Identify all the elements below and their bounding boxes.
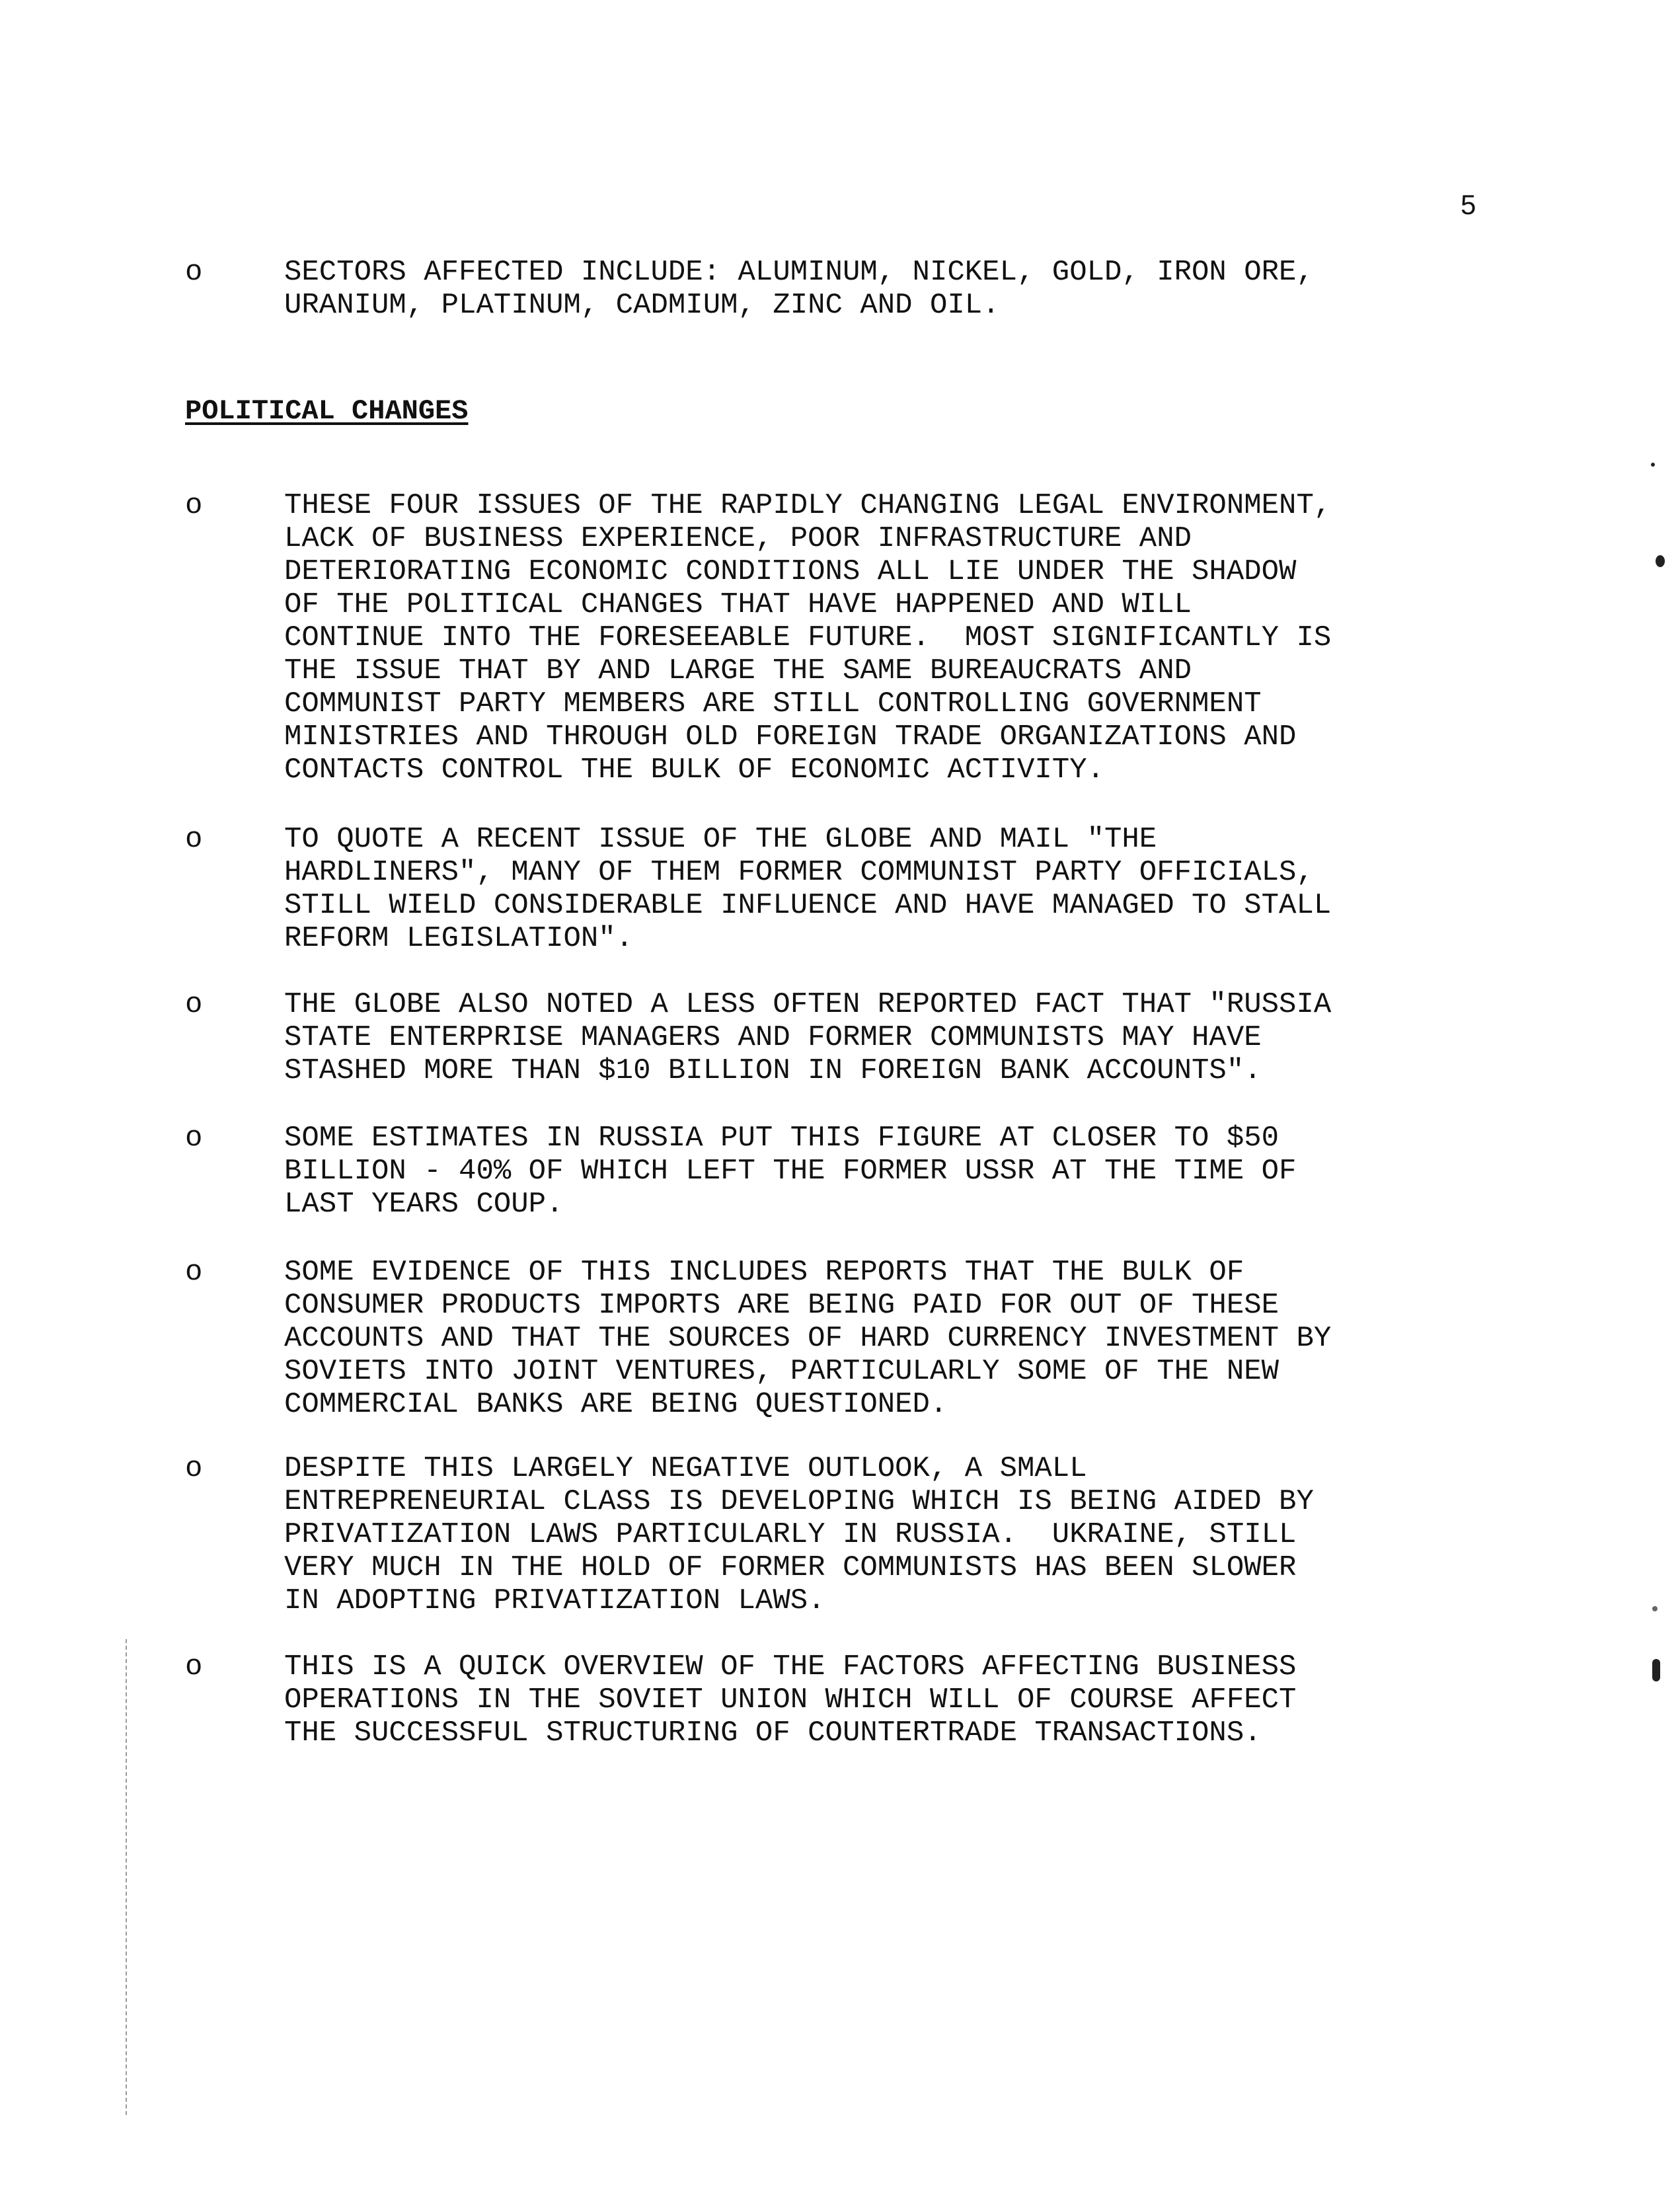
list-item-text: SOME ESTIMATES IN RUSSIA PUT THIS FIGURE AT CLOSER TO $50 BILLION - 40% OF WHICH LEFT THE FORMER USSR AT THE TIME OF LAST YEARS COUP. bbox=[284, 1122, 1297, 1221]
list-item-text: SOME EVIDENCE OF THIS INCLUDES REPORTS THAT THE BULK OF CONSUMER PRODUCTS IMPORTS ARE BEING PAID FOR OUT OF THESE ACCOUNTS AND THAT THE SOURCES OF HARD CURRENCY INVESTMENT BY SOVIETS INTO JOINT VENTURES, PARTICULARLY SOME OF THE NEW COMMERCIAL BANKS ARE BEING QUESTIONED. bbox=[284, 1256, 1332, 1421]
list-item-text: THE GLOBE ALSO NOTED A LESS OFTEN REPORTED FACT THAT "RUSSIA STATE ENTERPRISE MANAGERS AND FORMER COMMUNISTS MAY HAVE STASHED MORE THAN $10 BILLION IN FOREIGN BANK ACCOUNTS". bbox=[284, 988, 1332, 1087]
bullet-marker: o bbox=[185, 489, 203, 522]
list-item-text: TO QUOTE A RECENT ISSUE OF THE GLOBE AND MAIL "THE HARDLINERS", MANY OF THEM FORMER COMMUNIST PARTY OFFICIALS, STILL WIELD CONSIDERABLE INFLUENCE AND HAVE MANAGED TO STALL REFORM LEGISLATION". bbox=[284, 823, 1332, 955]
list-item-text: THESE FOUR ISSUES OF THE RAPIDLY CHANGING LEGAL ENVIRONMENT, LACK OF BUSINESS EXPERIENCE, POOR INFRASTRUCTURE AND DETERIORATING ECONOMIC CONDITIONS ALL LIE UNDER THE SHADOW OF THE POLITICAL CHANGES THAT HAVE HAPPENED AND WILL CONTINUE INTO THE FORESEEABLE FUTURE. MOST SIGNIFICANTLY IS THE ISSUE THAT BY AND LARGE THE SAME BUREAUCRATS AND COMMUNIST PARTY MEMBERS ARE STILL CONTROLLING GOVERNMENT MINISTRIES AND THROUGH OLD FOREIGN TRADE ORGANIZATIONS AND CONTACTS CONTROL THE BULK OF ECONOMIC ACTIVITY. bbox=[284, 489, 1332, 787]
scan-speck bbox=[1652, 1659, 1660, 1681]
scan-margin-line bbox=[126, 1639, 127, 2115]
bullet-marker: o bbox=[185, 1256, 203, 1289]
bullet-marker: o bbox=[185, 1650, 203, 1683]
scan-speck bbox=[1656, 555, 1665, 567]
bullet-marker: o bbox=[185, 1122, 203, 1155]
list-item-text: DESPITE THIS LARGELY NEGATIVE OUTLOOK, A SMALL ENTREPRENEURIAL CLASS IS DEVELOPING WHICH IS BEING AIDED BY PRIVATIZATION LAWS PARTICULARLY IN RUSSIA. UKRAINE, STILL VERY MUCH IN THE HOLD OF FORMER COMMUNISTS HAS BEEN SLOWER IN ADOPTING PRIVATIZATION LAWS. bbox=[284, 1452, 1314, 1617]
list-item-text: THIS IS A QUICK OVERVIEW OF THE FACTORS AFFECTING BUSINESS OPERATIONS IN THE SOVIET UNION WHICH WILL OF COURSE AFFECT THE SUCCESSFUL STRUCTURING OF COUNTERTRADE TRANSACTIONS. bbox=[284, 1650, 1297, 1750]
bullet-marker: o bbox=[185, 256, 203, 289]
scan-speck bbox=[1651, 463, 1655, 467]
scan-speck bbox=[1652, 1606, 1658, 1611]
bullet-marker: o bbox=[185, 988, 203, 1021]
section-heading: POLITICAL CHANGES bbox=[185, 395, 469, 427]
bullet-marker: o bbox=[185, 1452, 203, 1485]
bullet-marker: o bbox=[185, 823, 203, 856]
page-number: 5 bbox=[1461, 189, 1476, 220]
list-item-text: SECTORS AFFECTED INCLUDE: ALUMINUM, NICKEL, GOLD, IRON ORE, URANIUM, PLATINUM, CADMIUM, ZINC AND OIL. bbox=[284, 256, 1314, 322]
